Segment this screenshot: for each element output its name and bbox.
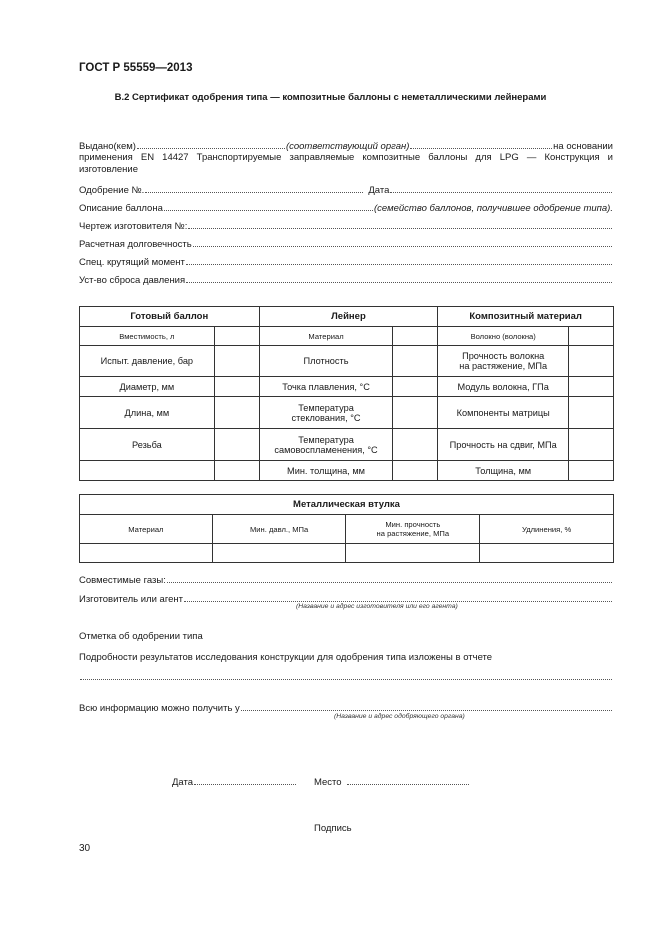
- header-composite: Композитный материал: [438, 307, 614, 327]
- cell-thread: Резьба: [80, 429, 215, 461]
- standard-number: ГОСТ Р 55559—2013: [79, 62, 193, 74]
- cell-empty: [569, 377, 614, 397]
- manufacturer-label: Изготовитель или агент: [79, 594, 183, 605]
- info-caption: (Название и адрес одобряющего органа): [334, 713, 465, 720]
- torque-field: [79, 255, 613, 269]
- cell-autoignition: Температура самовоспламенения, °С: [259, 429, 393, 461]
- description-label: Описание баллона: [79, 203, 163, 214]
- cell-empty: [569, 346, 614, 377]
- cell-empty: [80, 461, 215, 481]
- cell-empty: [393, 461, 438, 481]
- compatible-gases-field: [79, 573, 613, 587]
- manufacturer-caption: (Название и адрес изготовителя или его агента): [296, 603, 458, 610]
- col-min-strength: Мин. прочность на растяжение, МПа: [346, 515, 480, 544]
- approval-number-label: Одобрение №.: [79, 185, 145, 196]
- cell-empty: [214, 397, 259, 429]
- cell-empty: [569, 397, 614, 429]
- cell-glass-transition: Температура стеклования, °С: [259, 397, 393, 429]
- cell-empty: [393, 327, 438, 346]
- cell-diameter: Диаметр, мм: [80, 377, 215, 397]
- cell-empty: [393, 429, 438, 461]
- cell-empty: [393, 397, 438, 429]
- drawing-field: [79, 219, 613, 233]
- relief-dots: [186, 273, 612, 283]
- signature-label: Подпись: [314, 823, 352, 834]
- cell-matrix-components: Компоненты матрицы: [438, 397, 569, 429]
- specification-table: [79, 306, 614, 481]
- cell-empty: [569, 461, 614, 481]
- description-dots: [164, 201, 373, 211]
- date-label: Дата: [172, 777, 194, 788]
- cell-empty: [214, 377, 259, 397]
- issued-by-field: [79, 139, 613, 153]
- drawing-label: Чертеж изготовителя №:: [79, 221, 188, 232]
- approval-date-dots: [390, 183, 612, 193]
- drawing-dots: [188, 219, 612, 229]
- basis-line-2: изготовление: [79, 164, 139, 175]
- col-min-pressure: Мин. давл., МПа: [212, 515, 346, 544]
- cell-empty: [212, 544, 346, 563]
- torque-label: Спец. крутящий момент: [79, 257, 185, 268]
- issued-by-suffix: на основании: [553, 141, 613, 152]
- col-elongation: Удлинения, %: [480, 515, 614, 544]
- description-field: [79, 201, 613, 215]
- issued-by-dots: [137, 139, 285, 149]
- cell-fiber-modulus: Модуль волокна, ГПа: [438, 377, 569, 397]
- approval-number-dots: [145, 183, 363, 193]
- approval-date-label: Дата: [368, 185, 390, 196]
- header-metal-boss: Металлическая втулка: [80, 495, 614, 515]
- cell-thickness: Толщина, мм: [438, 461, 569, 481]
- cell-empty: [214, 346, 259, 377]
- description-hint: (семейство баллонов, получившее одобрение типа).: [373, 203, 613, 214]
- durability-label: Расчетная долговечность: [79, 239, 192, 250]
- cell-empty: [346, 544, 480, 563]
- date-dots: [194, 775, 296, 785]
- cell-fiber-strength: Прочность волокна на растяжение, МПа: [438, 346, 569, 377]
- durability-dots: [193, 237, 612, 247]
- manufacturer-dots: [184, 592, 612, 602]
- details-dots: [80, 670, 612, 680]
- cell-empty: [480, 544, 614, 563]
- basis-line: применения EN 14427 Транспортируемые заправляемые композитные баллоны для LPG — Конструкция и: [79, 152, 613, 163]
- issued-by-hint: (соответствующий орган): [285, 141, 410, 152]
- durability-field: [79, 237, 613, 251]
- approval-mark: Отметка об одобрении типа: [79, 631, 203, 642]
- compatible-gases-dots: [167, 573, 612, 583]
- cell-melting-point: Точка плавления, °С: [259, 377, 393, 397]
- header-liner: Лейнер: [259, 307, 438, 327]
- issued-by-label: Выдано(кем): [79, 141, 136, 152]
- info-label: Всю информацию можно получить у: [79, 703, 240, 714]
- subheader-fiber: Волокно (волокна): [438, 327, 569, 346]
- cell-empty: [214, 327, 259, 346]
- relief-field: [79, 273, 613, 287]
- cell-test-pressure: Испыт. давление, бар: [80, 346, 215, 377]
- details-line: [79, 670, 613, 680]
- info-dots: [241, 701, 612, 711]
- cell-density: Плотность: [259, 346, 393, 377]
- issued-by-dots-2: [410, 139, 552, 149]
- cell-empty: [80, 544, 213, 563]
- approval-number-field: [79, 183, 613, 197]
- cell-empty: [393, 346, 438, 377]
- header-finished-cylinder: Готовый баллон: [80, 307, 260, 327]
- subheader-material: Материал: [259, 327, 393, 346]
- relief-label: Уст-во сброса давления: [79, 275, 186, 286]
- cell-shear-strength: Прочность на сдвиг, МПа: [438, 429, 569, 461]
- page-number: 30: [79, 843, 91, 854]
- place-label: Место: [314, 777, 342, 788]
- place-dots: [347, 775, 469, 785]
- col-material: Материал: [80, 515, 213, 544]
- compatible-gases-label: Совместимые газы:: [79, 575, 166, 586]
- section-title: В.2 Сертификат одобрения типа — композитные баллоны с неметаллическими лейнерами: [114, 92, 547, 103]
- cell-empty: [214, 429, 259, 461]
- details-text: Подробности результатов исследования конструкции для одобрения типа изложены в отчете: [79, 652, 493, 663]
- torque-dots: [186, 255, 612, 265]
- cell-length: Длина, мм: [80, 397, 215, 429]
- cell-empty: [569, 429, 614, 461]
- cell-empty: [214, 461, 259, 481]
- subheader-capacity: Вместимость, л: [80, 327, 215, 346]
- date-field: [172, 775, 297, 789]
- cell-min-thickness: Мин. толщина, мм: [259, 461, 393, 481]
- metal-boss-table: [79, 494, 614, 563]
- cell-empty: [393, 377, 438, 397]
- cell-empty: [569, 327, 614, 346]
- place-field: [314, 775, 470, 789]
